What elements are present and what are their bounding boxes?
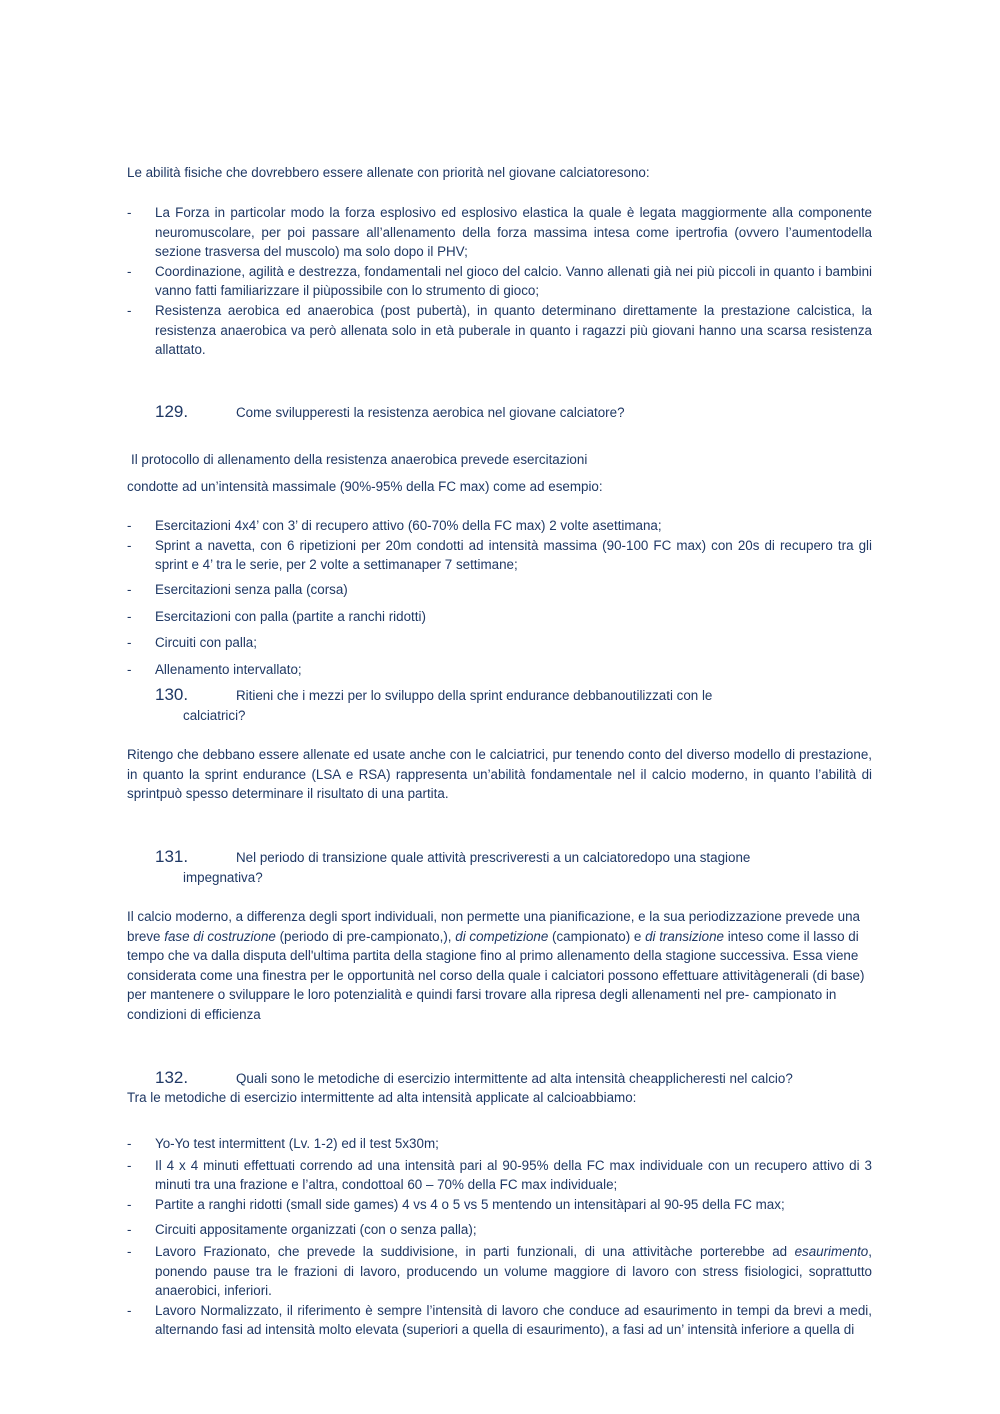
question-text: Ritieni che i mezzi per lo sviluppo della sprint endurance debbanoutilizzati con le [236,688,713,703]
answer-text: Il calcio moderno, a differenza degli sport individuali, non permette una pianificazione, e la sua periodizzazione prevede una breve [127,909,860,944]
answer-129-list-extra [127,580,872,686]
answer-129-line2: condotte ad un’intensità massimale (90%-95% della FC max) come ad esempio: [127,479,603,494]
answer-emphasis: di competizione [455,928,549,944]
list-item: - Allenamento intervallato; [127,660,872,680]
answer-129-list [127,516,872,575]
answer-130: Ritengo che debbano essere allenate ed usate anche con le calciatrici, pur tenendo conto del diverso modello di prestazione, in quanto la sprint endurance (LSA e RSA) rappresenta un’abilità fondamentale nel il calcio moderno, in quanto l’abilità di sprintpuò spesso determinare il risultato di una partita. [127,747,872,802]
answer-132-list [127,1134,872,1340]
list-item: - Coordinazione, agilità e destrezza, fondamentali nel gioco del calcio. Vanno allenati già nei più piccoli in quanto i bambini vanno fatti familiarizzare il piùpossibile con lo strumento di gioco; [127,262,872,301]
answer-emphasis: di transizione [645,928,724,944]
list-item: - Circuiti con palla; [127,633,872,653]
answer-132-intro: Tra le metodiche di esercizio intermittente ad alta intensità applicate al calcioabbiamo: [127,1090,637,1105]
list-item: - Resistenza aerobica ed anaerobica (post pubertà), in quanto determinano direttamente la prestazione calcistica, la resistenza anaerobica va però allenata solo in età puberale in quanto i ragazzi più giovani hanno una scarsa resistenza allattato. [127,301,872,360]
list-item: - Sprint a navetta, con 6 ripetizioni per 20m condotti ad intensità massima (90-100 FC max) con 20s di recupero tra gli sprint e 4’ tra le serie, per 2 volte a settimanaper 7 settimane; [127,536,872,575]
question-129 [155,402,872,423]
list-item: - Lavoro Normalizzato, il riferimento è sempre l’intensità di lavoro che conduce ad esaurimento in tempi da brevi a medi, alternando fasi ad intensità molto elevata (superiori a quella di esaurimento), a fasi ad un’ intensità inferiore a quella di [127,1301,872,1340]
list-item: - Esercitazioni con palla (partite a ranchi ridotti) [127,607,872,627]
answer-emphasis: fase di costruzione [164,928,276,944]
list-item: - Circuiti appositamente organizzati (con o senza palla); [127,1220,872,1240]
question-number: 130. [155,685,189,704]
question-132 [155,1068,900,1089]
question-number: 129. [155,402,189,421]
answer-text: (campionato) e [548,928,646,944]
list-item: - Il 4 x 4 minuti effettuati correndo ad una intensità pari al 90-95% della FC max individuale con un recupero attivo di 3 minuti tra una frazione e l’altra, condottoal 60 – 70% della FC max individuale; [127,1156,872,1195]
question-text: Quali sono le metodiche di esercizio intermittente ad alta intensità cheapplicheresti nel calcio? [236,1071,793,1086]
question-130 [155,685,872,725]
question-text-continuation: impegnativa? [183,869,263,885]
list-item: - Yo-Yo test intermittent (Lv. 1-2) ed il test 5x30m; [127,1134,872,1154]
list-item: - Partite a ranghi ridotti (small side games) 4 vs 4 o 5 vs 5 mentendo un intensitàpari al 90-95 della FC max; [127,1195,872,1215]
list-item [127,1242,872,1301]
answer-text: (periodo di pre-campionato,), [275,928,456,944]
list-item-text: Lavoro Frazionato, che prevede la suddivisione, in parti funzionali, di una attivitàche porterebbe ad [155,1243,795,1259]
list-item: - La Forza in particolar modo la forza esplosivo ed esplosivo elastica la quale è legata maggiormente alla componente neuromuscolare, per poi passare all’allenamento della forza massima intesa come ipertrofia (ovvero l’aumentodella sezione trasversa del muscolo) ma solo dopo il PHV; [127,203,872,262]
question-number: 132. [155,1068,189,1087]
question-text: Nel periodo di transizione quale attività prescriveresti a un calciatoredopo una stagione [236,850,751,865]
question-131 [155,847,872,887]
list-item-emphasis: esaurimento [794,1243,869,1259]
question-number: 131. [155,847,189,866]
answer-131 [127,907,872,1025]
answer-text: inteso come il lasso di tempo che va dalla disputa dell'ultima partita della stagione fino al primo allenamento della stagione successiva. Essa viene considerata come una finestra per le opportunità nel corso della quale i calciatori possono effettuare attivitàgenerali (di base) per mantenere o sviluppare le loro potenzialità e quindi farsi trovare alla ripresa degli allenamenti nel pre- campionato in condizioni di efficienza [127,928,865,1022]
question-text-continuation: calciatrici? [183,707,246,723]
answer-129-line1: Il protocollo di allenamento della resistenza anaerobica prevede esercitazioni [131,452,588,467]
question-text: Come svilupperesti la resistenza aerobica nel giovane calciatore? [236,405,625,420]
list-item-text: , ponendo pause tra le frazioni di lavoro, producendo un volume maggiore di lavoro con stress fisiologici, soprattutto anaerobici, inferiori. [155,1243,872,1299]
intro-paragraph: Le abilità fisiche che dovrebbero essere allenate con priorità nel giovane calciatoresono: [127,165,650,180]
abilities-list [127,203,872,360]
list-item: - Esercitazioni 4x4’ con 3’ di recupero attivo (60-70% della FC max) 2 volte asettimana; [127,516,872,536]
list-item: - Esercitazioni senza palla (corsa) [127,580,872,600]
